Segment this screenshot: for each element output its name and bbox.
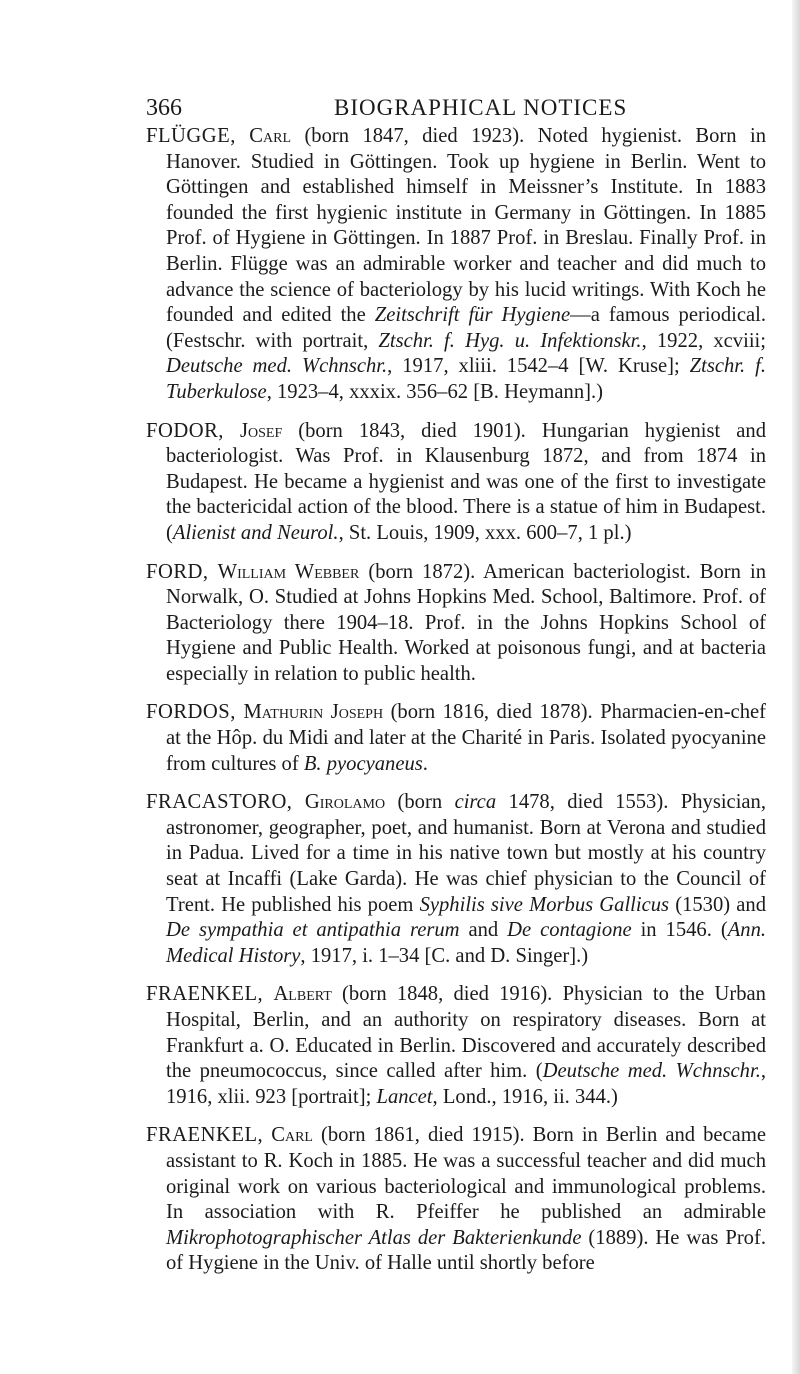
journal-title: Ztschr. f. Tuberkulose (166, 355, 766, 403)
entry-text: in 1546. ( (631, 919, 728, 942)
work-title: De contagione (507, 919, 632, 942)
entry-flugge (146, 124, 766, 406)
entry-ford (146, 560, 766, 688)
entry-fracastoro (146, 790, 766, 969)
page-number: 366 (146, 95, 182, 121)
entry-fodor (146, 419, 766, 547)
entry-surname: FRAENKEL, (146, 1124, 264, 1147)
journal-title: Zeitschrift für Hygiene (374, 304, 571, 327)
entry-text: (born (385, 791, 455, 814)
journal-title: Ztschr. f. Hyg. u. Infektionskr. (378, 329, 642, 352)
entry-text: —a famous periodical. (Festschr. with portrait, (166, 304, 767, 352)
entry-surname: FODOR, (146, 419, 224, 442)
work-title: Mikrophotographischer Atlas der Bakterienkunde (166, 1226, 582, 1249)
entry-text: . (422, 752, 428, 775)
work-title: De sympathia et antipathia rerum (166, 919, 460, 942)
entry-forename: Carl (271, 1124, 313, 1147)
journal-title: Deutsche med. Wchnschr. (542, 1060, 761, 1083)
running-head: BIOGRAPHICAL NOTICES (334, 95, 628, 120)
entry-surname: FRACASTORO, (146, 791, 293, 814)
entry-surname: FLÜGGE, (146, 125, 236, 147)
notices-body (146, 124, 766, 1290)
journal-title: Lancet (376, 1085, 433, 1108)
entry-forename: Mathurin Joseph (243, 701, 384, 724)
entry-text: (1530) and (669, 893, 766, 916)
entry-text: , 1923–4, xxxix. 356–62 [B. Heymann].) (266, 380, 604, 403)
entry-text: 1478, died 1553). Physician, astronomer, geographer, poet, and humanist. Born at Verona and studied in Padua. Lived for a time in his native town but mostly at his country seat at Incaffi (Lake Garda). He was chief physician to the Council of Trent. He published his poem (166, 791, 767, 916)
entry-text: , 1917, i. 1–34 [C. and D. Singer].) (300, 944, 589, 967)
entry-text: , 1922, xcviii; (641, 329, 766, 352)
entry-forename: Albert (273, 983, 332, 1006)
entry-fordos (146, 700, 766, 777)
page-edge-shadow (792, 0, 800, 1374)
journal-title: Ann. Medical History (166, 919, 767, 967)
entry-surname: FORD, (146, 560, 209, 583)
entry-fraenkel-carl (146, 1123, 766, 1277)
page-header (146, 95, 766, 125)
entry-text: , 1916, xlii. 923 [portrait]; (166, 1060, 767, 1108)
entry-forename: William Webber (217, 560, 360, 583)
entry-surname: FRAENKEL, (146, 983, 264, 1006)
entry-text: , Lond., 1916, ii. 344.) (432, 1085, 618, 1108)
italic-term: circa (454, 791, 497, 814)
entry-fraenkel-albert (146, 982, 766, 1110)
entry-text: (born 1847, died 1923). Noted hygienist. Born in Hanover. Studied in Göttingen. Took up hygiene in Berlin. Went to Göttingen and established himself in Meissner’s Institute. In 1883 founded the first hygienic institute in Germany in Göttingen. In 1885 Prof. of Hygiene in Göttingen. In 1887 Prof. in Breslau. Finally Prof. in Berlin. Flügge was an admirable worker and teacher and did much to advance the science of bacteriology by his lucid writings. With Koch he founded and edited the (166, 125, 766, 327)
journal-title: Deutsche med. Wchnschr. (166, 355, 388, 378)
entry-text: , St. Louis, 1909, xxx. 600–7, 1 pl.) (338, 521, 632, 544)
entry-forename: Josef (239, 419, 283, 442)
entry-text: and (459, 919, 508, 942)
entry-text: (born 1816, died 1878). Pharmacien-en-chef at the Hôp. du Midi and later at the Charité in Paris. Isolated pyocyanine from cultures of (166, 701, 766, 775)
entry-text: (1889). He was Prof. of Hygiene in the Univ. of Halle until shortly before (166, 1226, 766, 1275)
work-title: Syphilis sive Morbus Gallicus (419, 893, 670, 916)
entry-surname: FORDOS, (146, 701, 236, 724)
entry-text: (born 1872). American bacteriologist. Born in Norwalk, O. Studied at Johns Hopkins Med. School, Baltimore. Prof. of Bacteriology there 1904–18. Prof. in the Johns Hopkins School of Hygiene and Public Health. Worked at poisonous fungi, and at bacteria especially in relation to public health. (166, 560, 766, 685)
entry-text: (born 1843, died 1901). Hungarian hygienist and bacteriologist. Was Prof. in Klausenburg 1872, and from 1874 in Budapest. He became a hygienist and was one of the first to investigate the bactericidal action of the blood. There is a statue of him in Budapest. ( (166, 419, 767, 544)
organism-name: B. pyocyaneus (303, 752, 423, 775)
entry-text: , 1917, xliii. 1542–4 [W. Kruse]; (387, 355, 690, 378)
journal-title: Alienist and Neurol. (172, 521, 339, 544)
entry-text: (born 1848, died 1916). Physician to the Urban Hospital, Berlin, and an authority on respiratory diseases. Born at Frankfurt a. O. Educated in Berlin. Discovered and accurately described the pneumococcus, since called after him. ( (166, 983, 766, 1083)
entry-forename: Girolamo (304, 791, 386, 814)
entry-text: (born 1861, died 1915). Born in Berlin and became assistant to R. Koch in 1885. He was a successful teacher and did much original work on various bacteriological and immunological problems. In association with R. Pfeiffer he published an admirable (166, 1124, 766, 1224)
entry-forename: Carl (249, 125, 292, 147)
